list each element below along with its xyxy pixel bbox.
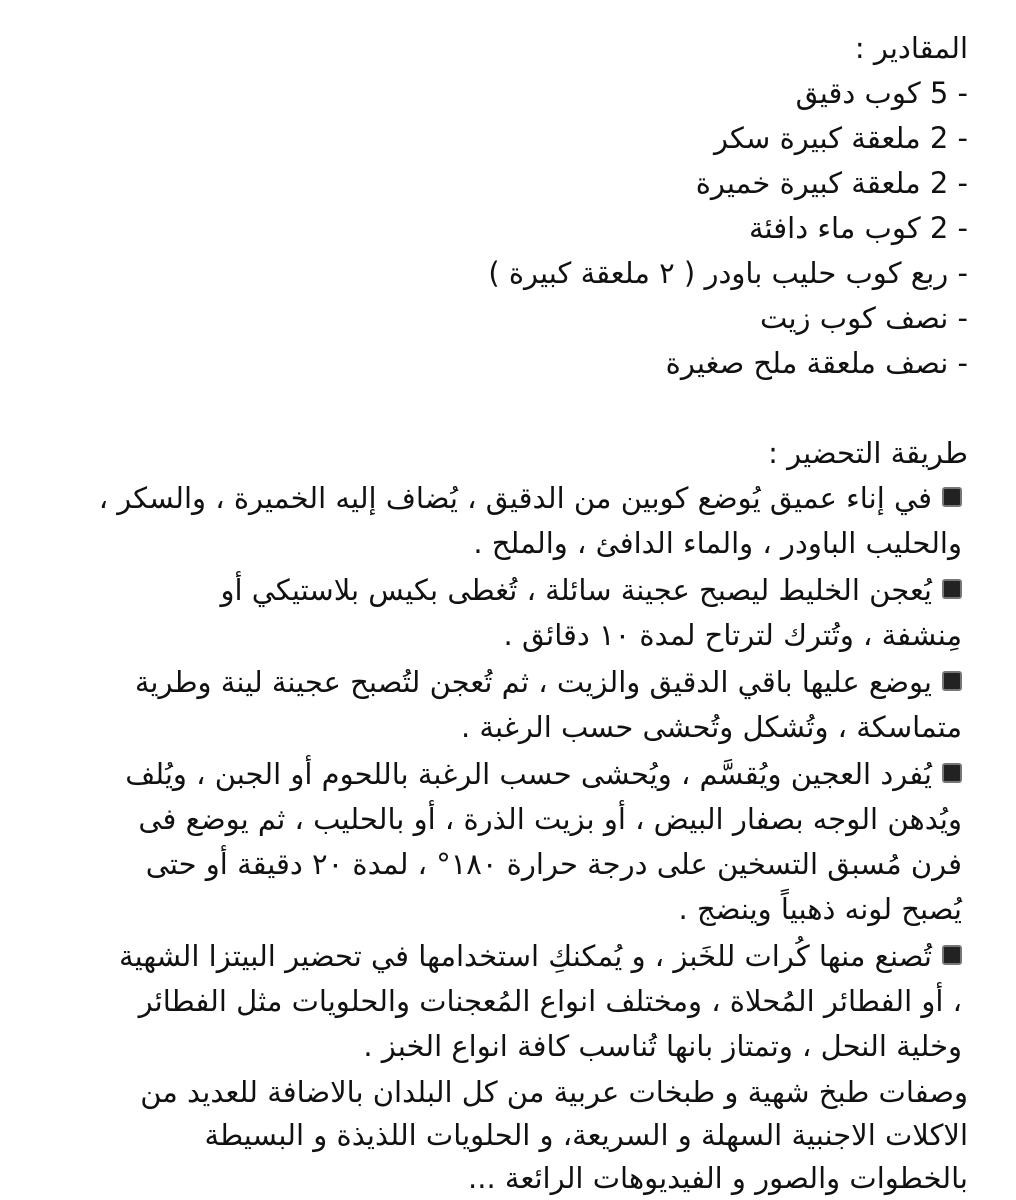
ingredient-item: - نصف ملعقة ملح صغيرة xyxy=(665,346,968,380)
section-spacer xyxy=(34,386,968,431)
step-line: تُصنع منها كُرات للخَبز ، و يُمكنكِ استخدامها في تحضير البيتزا الشهية xyxy=(119,939,932,973)
black-square-icon xyxy=(942,945,962,965)
method-step xyxy=(34,660,968,750)
footer-line: بالخطوات والصور و الفيديوهات الرائعة ... xyxy=(468,1161,968,1195)
ingredient-item: - 2 ملعقة كبيرة سكر xyxy=(714,121,968,155)
step-line: متماسكة ، وتُشكل وتُحشى حسب الرغبة . xyxy=(460,710,962,744)
ingredients-heading: المقادير : xyxy=(854,31,968,65)
black-square-icon xyxy=(942,763,962,783)
footer-paragraph xyxy=(34,1071,968,1200)
black-square-icon xyxy=(942,671,962,691)
method-step xyxy=(34,934,968,1069)
footer-line: الاكلات الاجنبية السهلة و السريعة، و الحلويات اللذيذة و البسيطة xyxy=(204,1118,968,1152)
method-step xyxy=(34,476,968,566)
step-line: يُصبح لونه ذهبياً وينضج . xyxy=(678,892,962,926)
step-line: والحليب الباودر ، والماء الدافئ ، والملح . xyxy=(473,526,962,560)
ingredient-item: - ربع كوب حليب باودر ( ٢ ملعقة كبيرة ) xyxy=(488,256,968,290)
step-line: يوضع عليها باقي الدقيق والزيت ، ثم تُعجن لتُصبح عجينة لينة وطرية xyxy=(134,665,932,699)
step-line: ويُدهن الوجه بصفار البيض ، أو بزيت الذرة ، أو بالحليب ، ثم يوضع فى xyxy=(138,802,962,836)
ingredients-section xyxy=(34,26,968,386)
method-step xyxy=(34,752,968,932)
step-line: يُفرد العجين ويُقسَّم ، ويُحشى حسب الرغبة باللحوم أو الجبن ، ويُلف xyxy=(125,757,932,791)
black-square-icon xyxy=(942,579,962,599)
ingredient-item: - 2 ملعقة كبيرة خميرة xyxy=(695,166,968,200)
method-heading: طريقة التحضير : xyxy=(768,436,968,470)
step-line: يُعجن الخليط ليصبح عجينة سائلة ، تُغطى بكيس بلاستيكي أو xyxy=(220,573,932,607)
ingredient-item: - 5 كوب دقيق xyxy=(795,76,968,110)
ingredient-item: - نصف كوب زيت xyxy=(760,301,968,335)
method-step xyxy=(34,568,968,658)
step-line: في إناء عميق يُوضع كوبين من الدقيق ، يُضاف إليه الخميرة ، والسكر ، xyxy=(98,481,932,515)
step-line: وخلية النحل ، وتمتاز بانها تُناسب كافة انواع الخبز . xyxy=(363,1029,962,1063)
step-line: مِنشفة ، وتُترك لترتاح لمدة ١٠ دقائق . xyxy=(503,618,962,652)
method-section xyxy=(34,431,968,1069)
step-line: فرن مُسبق التسخين على درجة حرارة ١٨٠° ، لمدة ٢٠ دقيقة أو حتى xyxy=(145,847,962,881)
black-square-icon xyxy=(942,487,962,507)
footer-line: وصفات طبخ شهية و طبخات عربية من كل البلدان بالاضافة للعديد من xyxy=(140,1075,968,1109)
step-line: ، أو الفطائر المُحلاة ، ومختلف انواع المُعجنات والحلويات مثل الفطائر xyxy=(138,984,962,1018)
ingredient-item: - 2 كوب ماء دافئة xyxy=(748,211,968,245)
